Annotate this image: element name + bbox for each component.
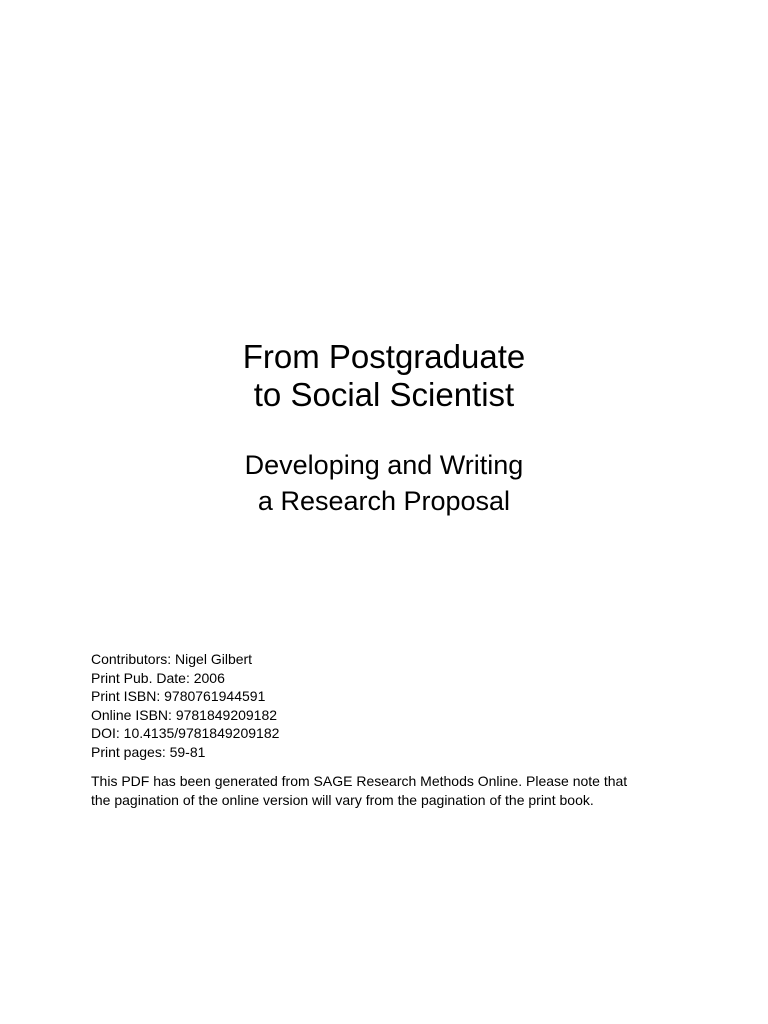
- pagination-notice: [91, 772, 691, 809]
- document-subtitle: [0, 447, 768, 519]
- document-title: [0, 338, 768, 414]
- subtitle-line-1: Developing and Writing: [244, 450, 524, 480]
- print-isbn: Print ISBN: 9780761944591: [91, 688, 266, 705]
- print-pages: Print pages: 59-81: [91, 743, 206, 760]
- title-line-2: to Social Scientist: [253, 376, 515, 413]
- notice-line-1: This PDF has been generated from SAGE Research Methods Online. Please note that: [91, 773, 628, 789]
- title-line-1: From Postgraduate: [242, 338, 526, 375]
- contributors: Contributors: Nigel Gilbert: [91, 651, 253, 667]
- publication-metadata: [91, 650, 279, 762]
- print-pub-date: Print Pub. Date: 2006: [91, 669, 225, 686]
- subtitle-line-2: a Research Proposal: [257, 486, 511, 516]
- online-isbn: Online ISBN: 9781849209182: [91, 706, 278, 723]
- doi: DOI: 10.4135/9781849209182: [91, 725, 280, 742]
- notice-line-2: the pagination of the online version will vary from the pagination of the print book.: [91, 791, 594, 808]
